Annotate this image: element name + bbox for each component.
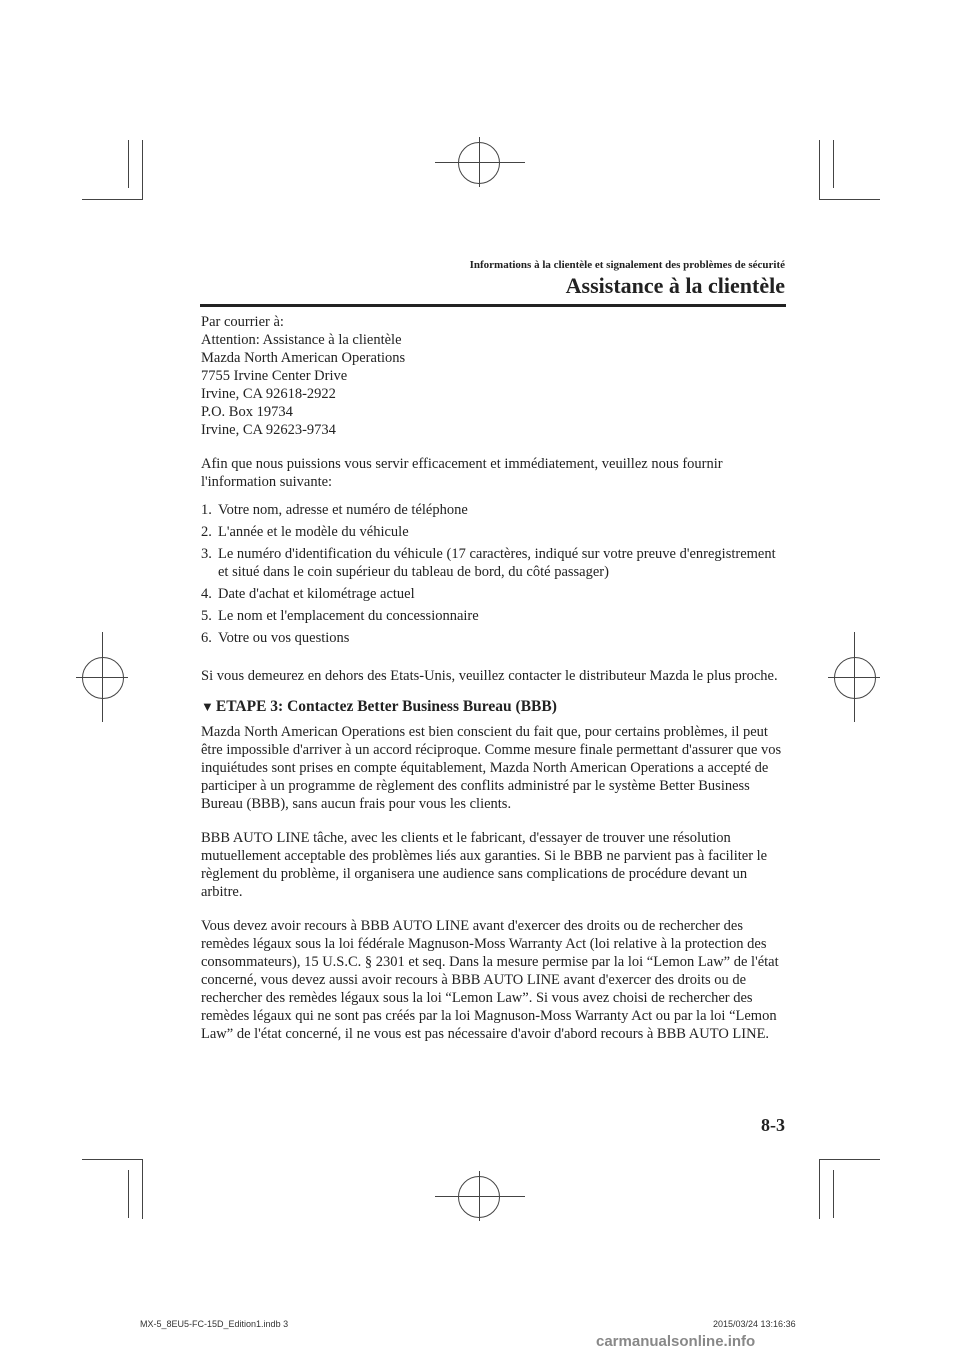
section-title: ETAPE 3: Contactez Better Business Bureau (BBB) <box>215 698 557 715</box>
page-title: Assistance à la clientèle <box>565 273 785 298</box>
footer-file-info: MX-5_8EU5-FC-15D_Edition1.indb 3 <box>140 1319 289 1329</box>
address-line: Irvine, CA 92618-2922 <box>201 386 336 402</box>
list-number: 3. <box>201 546 212 562</box>
list-text: Votre nom, adresse et numéro de téléphone <box>218 502 468 518</box>
list-item <box>201 585 786 603</box>
list-text: Le numéro d'identification du véhicule (17 caractères, indiqué sur votre preuve d'enregistrement et situé dans le coin supérieur du tableau de bord, du côté passager) <box>218 546 776 580</box>
address-line: 7755 Irvine Center Drive <box>201 368 348 384</box>
list-number: 1. <box>201 502 212 518</box>
list-number: 6. <box>201 630 212 646</box>
list-text: Date d'achat et kilométrage actuel <box>218 586 415 602</box>
address-line: Mazda North American Operations <box>201 350 406 366</box>
footer-timestamp: 2015/03/24 13:16:36 <box>713 1319 796 1329</box>
section-heading <box>201 697 786 717</box>
required-info-list <box>201 501 786 647</box>
intro-paragraph: Afin que nous puissions vous servir efficacement et immédiatement, veuillez nous fournir l'information suivante: <box>201 456 723 490</box>
list-item <box>201 523 786 541</box>
list-number: 2. <box>201 524 212 540</box>
address-line: Irvine, CA 92623-9734 <box>201 422 336 438</box>
triangle-down-icon: ▼ <box>201 699 214 714</box>
page-number: 8-3 <box>761 1115 785 1135</box>
body-paragraph: BBB AUTO LINE tâche, avec les clients et le fabricant, d'essayer de trouver une résolution mutuellement acceptable des problèmes liés aux garanties. Si le BBB ne parvient pas à faciliter le règlement du problème, il organisera une audience sans complications de procédure devant un arbitre. <box>201 830 768 900</box>
address-line: Attention: Assistance à la clientèle <box>201 332 402 348</box>
address-line: Par courrier à: <box>201 314 284 330</box>
list-item <box>201 629 786 647</box>
outside-us-paragraph: Si vous demeurez en dehors des Etats-Unis, veuillez contacter le distributeur Mazda le plus proche. <box>201 668 778 684</box>
list-text: L'année et le modèle du véhicule <box>218 524 409 540</box>
page-content <box>201 313 786 1043</box>
list-item <box>201 607 786 625</box>
chapter-subtitle: Informations à la clientèle et signalement des problèmes de sécurité <box>469 259 785 271</box>
list-item <box>201 545 786 581</box>
address-line: P.O. Box 19734 <box>201 404 293 420</box>
mailing-address <box>201 313 786 439</box>
list-number: 5. <box>201 608 212 624</box>
body-paragraph: Mazda North American Operations est bien conscient du fait que, pour certains problèmes, il peut être impossible d'arriver à un accord réciproque. Comme mesure finale permettant d'assurer que vos inquiétudes sont prises en compte équitablement, Mazda North American Operations a accepté de participer à un programme de règlement des conflits administré par le système Better Business Bureau (BBB), sans aucun frais pour vous les clients. <box>201 724 782 812</box>
list-item <box>201 501 786 519</box>
list-text: Votre ou vos questions <box>218 630 350 646</box>
list-text: Le nom et l'emplacement du concessionnaire <box>218 608 479 624</box>
body-paragraph: Vous devez avoir recours à BBB AUTO LINE avant d'exercer des droits ou de rechercher des remèdes légaux sous la loi fédérale Magnuson-Moss Warranty Act (loi relative à la protection des consommateurs), 15 U.S.C. § 2301 et seq. Dans la mesure permise par la loi “Lemon Law” de l'état concerné, vous devez aussi avoir recours à BBB AUTO LINE avant d'exercer des droits ou de rechercher des remèdes légaux sous la loi “Lemon Law”. Si vous avez choisi de rechercher des remèdes légaux qui ne sont pas créés par la loi Magnuson-Moss Warranty Act ou par la loi “Lemon Law” de l'état concerné, il ne vous est pas nécessaire d'avoir d'abord recours à BBB AUTO LINE. <box>201 918 779 1042</box>
watermark: carmanualsonline.info <box>596 1333 756 1350</box>
list-number: 4. <box>201 586 212 602</box>
header-rule <box>200 304 786 307</box>
